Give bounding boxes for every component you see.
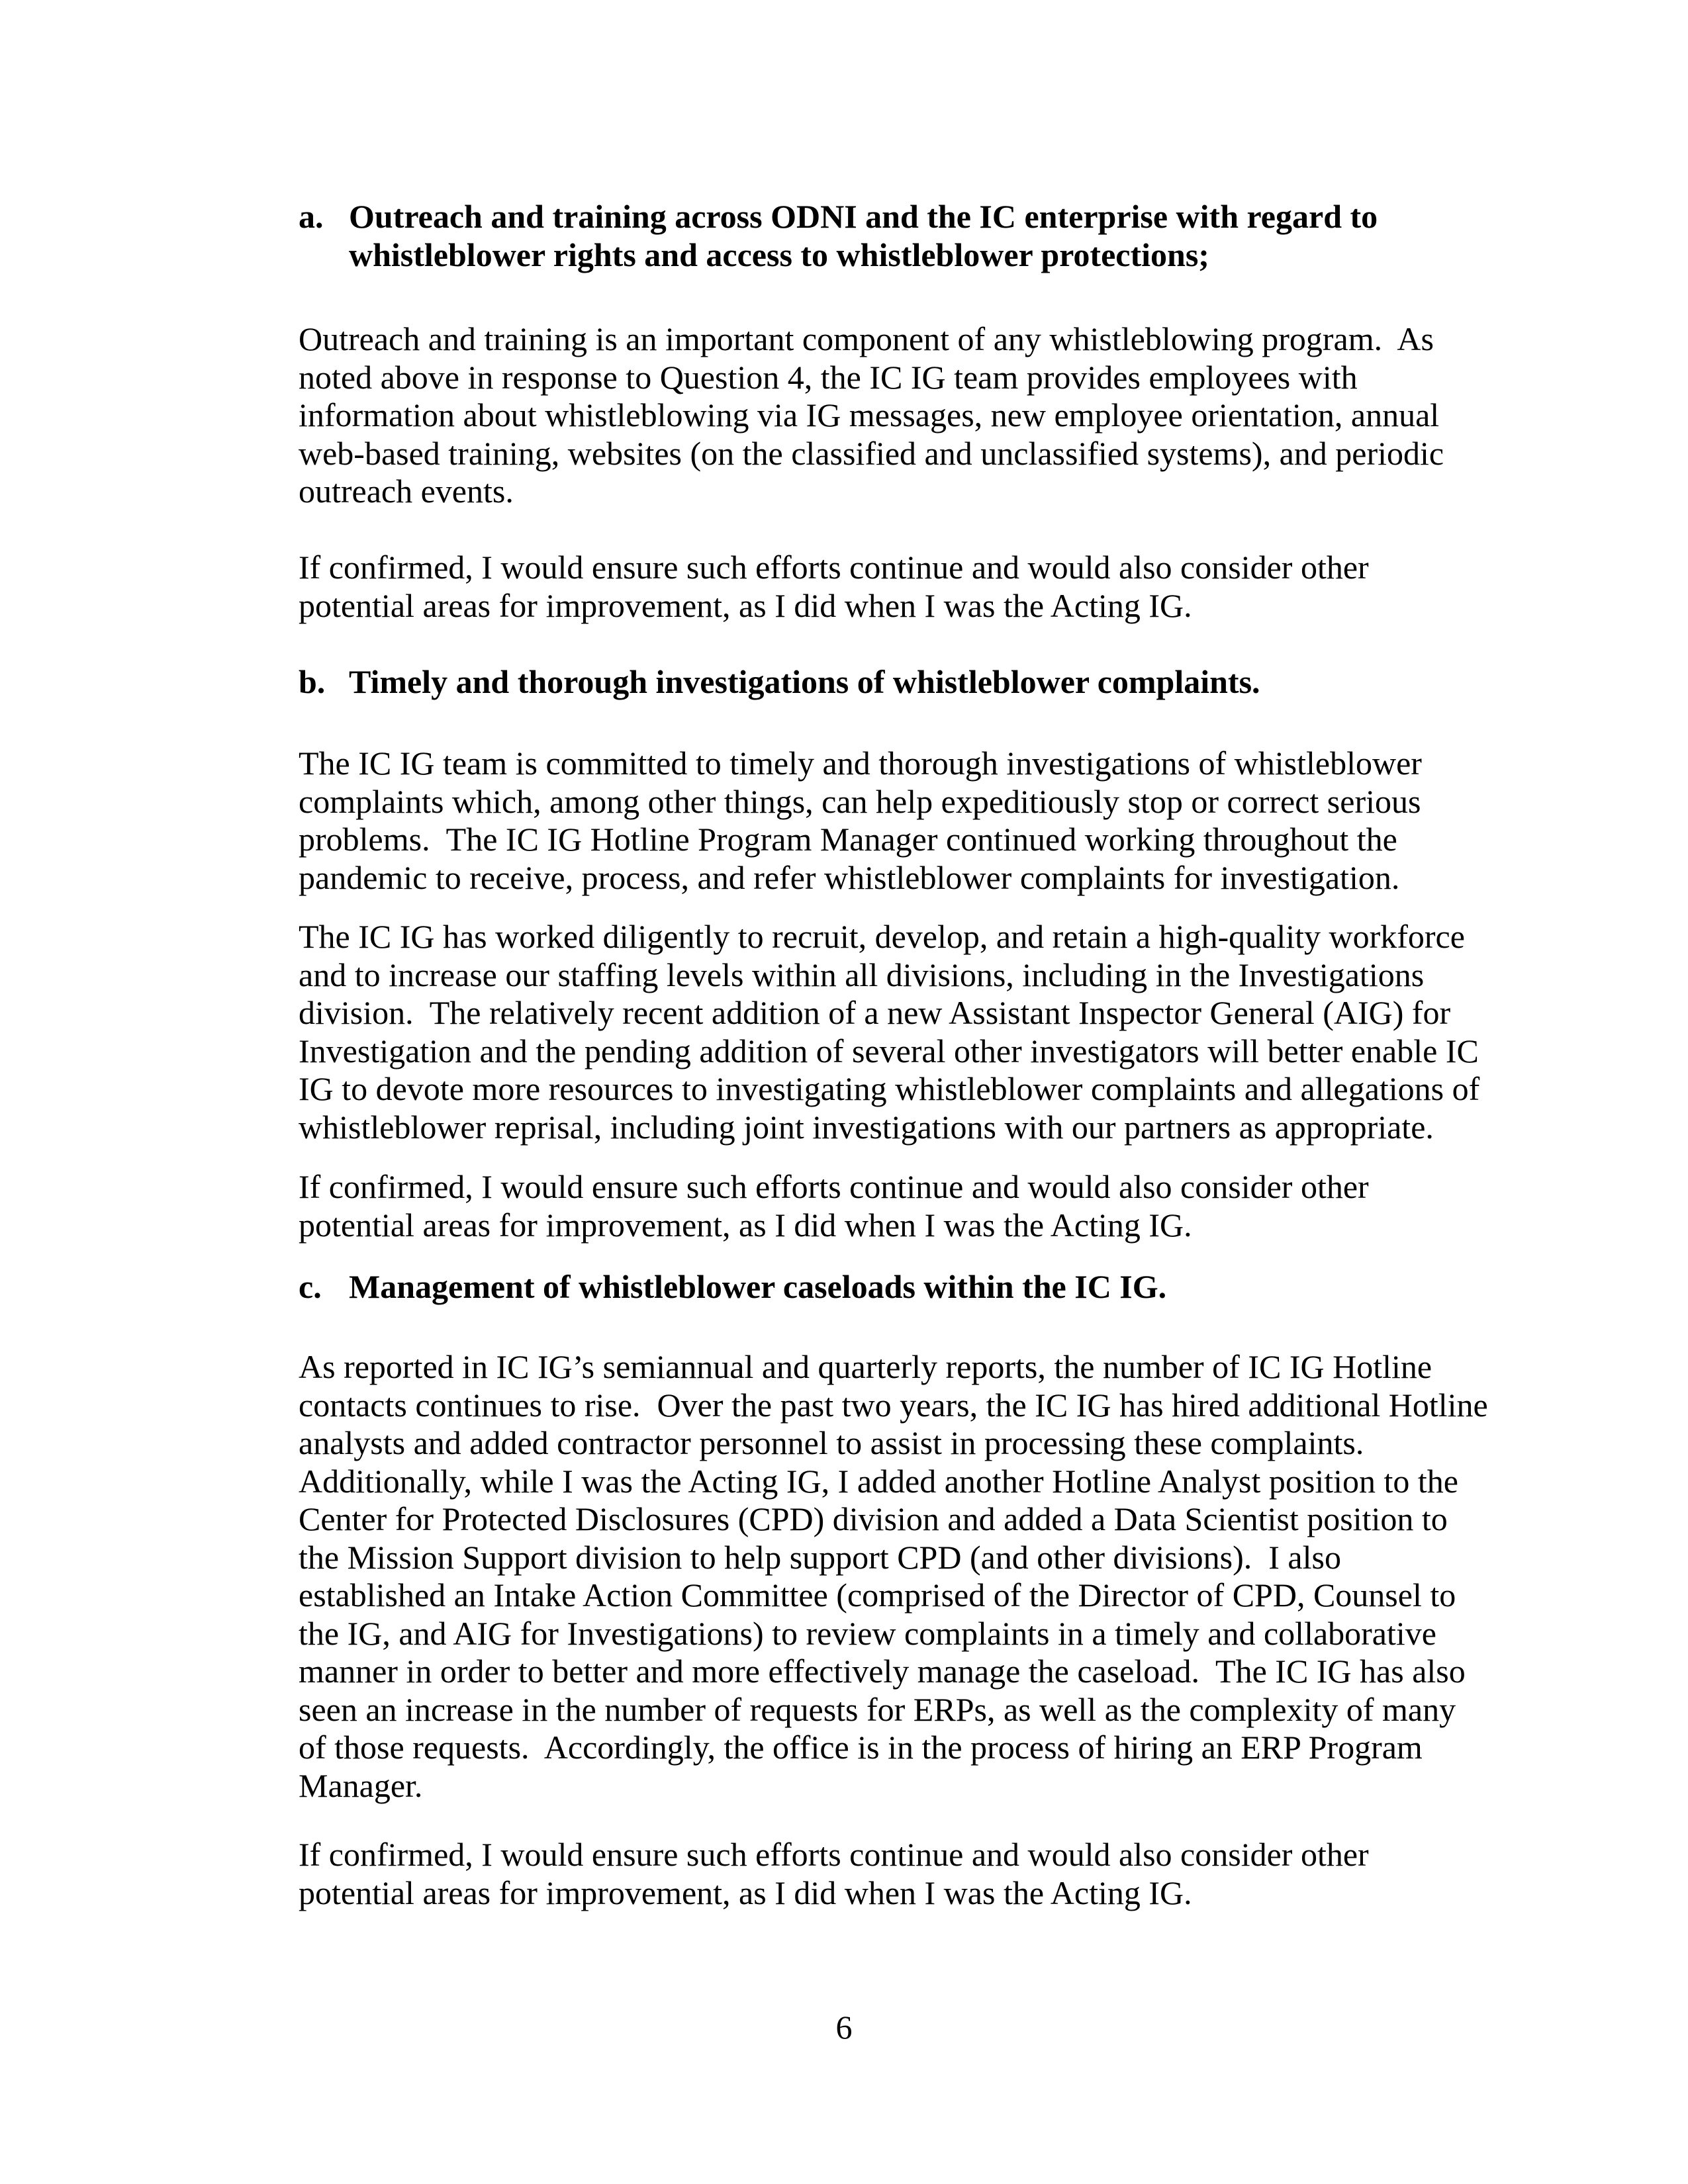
- paragraph: [299, 1348, 1530, 1805]
- text-line: division. The relatively recent addition of a new Assistant Inspector General (AIG) for: [299, 994, 1451, 1031]
- text-line: The IC IG has worked diligently to recruit, develop, and retain a high-quality workforce: [299, 918, 1465, 955]
- paragraph: [299, 745, 1530, 897]
- text-line: contacts continues to rise. Over the past two years, the IC IG has hired additional Hotline: [299, 1386, 1488, 1424]
- text-line: IG to devote more resources to investigating whistleblower complaints and allegations of: [299, 1070, 1480, 1107]
- text-line: Investigation and the pending addition of several other investigators will better enable IC: [299, 1032, 1479, 1069]
- heading-line: Management of whistleblower caseloads within the IC IG.: [349, 1268, 1167, 1305]
- paragraph: [299, 1836, 1530, 1912]
- paragraph: [299, 1168, 1530, 1244]
- section-b-heading: [299, 663, 1530, 703]
- text-line: whistleblower reprisal, including joint investigations with our partners as appropriate.: [299, 1108, 1434, 1146]
- section-a-heading: [299, 198, 1530, 277]
- text-line: Center for Protected Disclosures (CPD) division and added a Data Scientist position to: [299, 1500, 1448, 1537]
- text-line: of those requests. Accordingly, the office is in the process of hiring an ERP Program: [299, 1729, 1423, 1766]
- text-line: As reported in IC IG’s semiannual and quarterly reports, the number of IC IG Hotline: [299, 1348, 1432, 1385]
- text-line: the Mission Support division to help support CPD (and other divisions). I also: [299, 1538, 1341, 1576]
- heading-text: [349, 1268, 1527, 1306]
- text-line: problems. The IC IG Hotline Program Manager continued working throughout the: [299, 821, 1397, 858]
- text-line: If confirmed, I would ensure such efforts continue and would also consider other: [299, 1168, 1369, 1205]
- text-line: potential areas for improvement, as I did when I was the Acting IG.: [299, 1206, 1192, 1244]
- list-marker: b.: [299, 663, 326, 700]
- heading-text: [349, 198, 1527, 274]
- text-line: Additionally, while I was the Acting IG, I added another Hotline Analyst position to the: [299, 1462, 1459, 1500]
- text-line: established an Intake Action Committee (comprised of the Director of CPD, Counsel to: [299, 1576, 1456, 1614]
- text-line: web-based training, websites (on the classified and unclassified systems), and periodic: [299, 434, 1444, 472]
- page-number: 6: [835, 2009, 853, 2046]
- text-line: potential areas for improvement, as I did when I was the Acting IG.: [299, 1874, 1192, 1911]
- text-line: The IC IG team is committed to timely and thorough investigations of whistleblower: [299, 745, 1422, 782]
- text-line: If confirmed, I would ensure such efforts continue and would also consider other: [299, 1836, 1369, 1873]
- text-line: complaints which, among other things, can help expeditiously stop or correct serious: [299, 782, 1421, 820]
- paragraph: [299, 320, 1530, 511]
- text-line: potential areas for improvement, as I did when I was the Acting IG.: [299, 586, 1192, 624]
- heading-text: [349, 663, 1527, 702]
- text-line: If confirmed, I would ensure such efforts continue and would also consider other: [299, 549, 1369, 586]
- text-line: analysts and added contractor personnel to assist in processing these complaints.: [299, 1424, 1364, 1461]
- text-line: Manager.: [299, 1766, 423, 1804]
- text-line: seen an increase in the number of requests for ERPs, as well as the complexity of many: [299, 1690, 1456, 1728]
- list-marker: a.: [299, 198, 324, 235]
- paragraph: [299, 549, 1530, 625]
- text-line: manner in order to better and more effectively manage the caseload. The IC IG has also: [299, 1653, 1466, 1690]
- paragraph: [299, 918, 1530, 1146]
- text-line: pandemic to receive, process, and refer whistleblower complaints for investigation.: [299, 858, 1400, 896]
- heading-line: Timely and thorough investigations of whistleblower complaints.: [349, 663, 1260, 700]
- heading-line: whistleblower rights and access to whistleblower protections;: [349, 236, 1209, 273]
- text-line: and to increase our staffing levels within all divisions, including in the Investigations: [299, 956, 1425, 993]
- text-line: information about whistleblowing via IG messages, new employee orientation, annual: [299, 396, 1440, 433]
- list-marker: c.: [299, 1268, 322, 1305]
- text-line: the IG, and AIG for Investigations) to review complaints in a timely and collaborative: [299, 1614, 1436, 1652]
- section-c-heading: [299, 1268, 1530, 1308]
- text-line: noted above in response to Question 4, the IC IG team provides employees with: [299, 358, 1358, 396]
- heading-line: Outreach and training across ODNI and the IC enterprise with regard to: [349, 198, 1378, 235]
- text-line: outreach events.: [299, 473, 514, 510]
- text-line: Outreach and training is an important component of any whistleblowing program. As: [299, 320, 1434, 357]
